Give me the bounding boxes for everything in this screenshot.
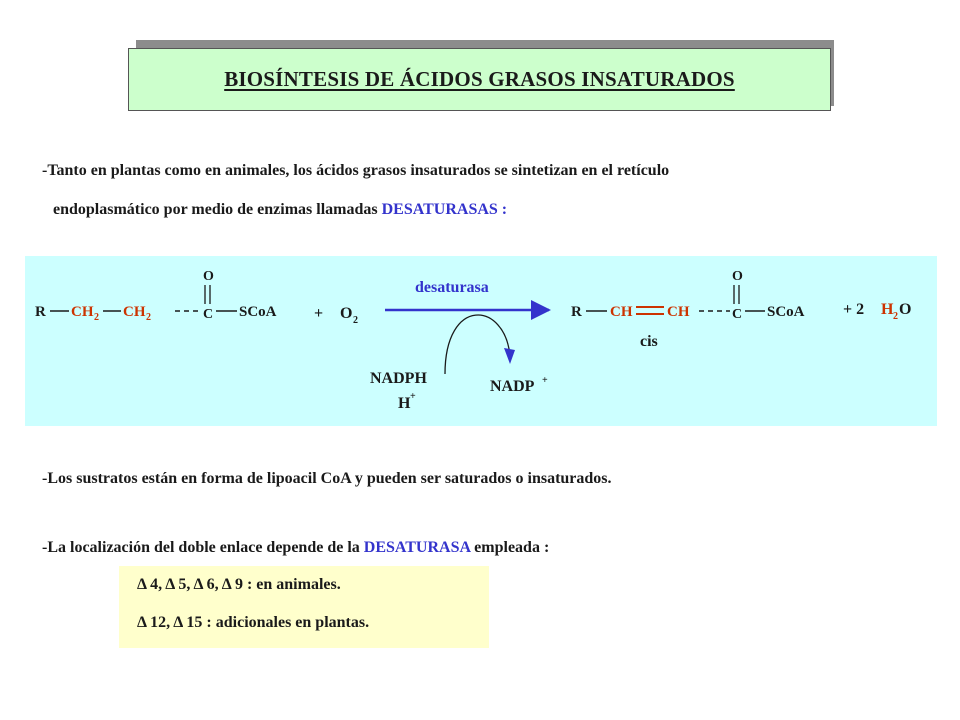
intro-line-2-text: endoplasmático por medio de enzimas llamadas (53, 201, 382, 218)
product-o: O (732, 269, 743, 284)
product-c: C (732, 307, 743, 322)
delta-plants: Δ 12, Δ 15 : adicionales en plantas. (137, 614, 370, 631)
nadp-label: NADP (490, 378, 535, 395)
reactant-ch2-b-sub: 2 (146, 312, 151, 323)
intro-line-2 (53, 201, 507, 219)
reactant-r: R (35, 304, 46, 320)
page-title: BIOSÍNTESIS DE ÁCIDOS GRASOS INSATURADOS (224, 67, 735, 91)
oxygen-label: O (340, 305, 353, 322)
product-scoa: SCoA (767, 304, 805, 320)
water-h: H (881, 301, 894, 318)
nadph-label: NADPH (370, 370, 427, 387)
h-plus: + (410, 391, 416, 402)
reaction-diagram (25, 256, 937, 426)
reactant-o: O (203, 269, 214, 284)
water-sub: 2 (893, 311, 898, 322)
byproduct-prefix: + 2 (843, 301, 865, 318)
reactant-ch2-a: CH (71, 304, 94, 320)
reactant-structure (35, 269, 277, 323)
product-ch-a: CH (610, 304, 633, 320)
h-label: H (398, 395, 411, 412)
reactant-ch2-b: CH (123, 304, 146, 320)
product-structure (571, 269, 805, 350)
delta-animals: Δ 4, Δ 5, Δ 6, Δ 9 : en animales. (137, 576, 341, 593)
product-ch-b: CH (667, 304, 690, 320)
cofactor-curve (445, 315, 510, 374)
cis-label: cis (640, 333, 658, 350)
cofactor-arrowhead (504, 348, 515, 364)
localization-line (42, 539, 549, 557)
desaturasas-highlight: DESATURASAS : (381, 201, 508, 218)
plus-sign-1: + (314, 305, 324, 322)
nadp-plus: + (542, 375, 548, 386)
water-o: O (899, 301, 912, 318)
reactant-c: C (203, 307, 214, 322)
oxygen-sub: 2 (353, 315, 358, 326)
reactant-ch2-a-sub: 2 (94, 312, 99, 323)
localization-post: empleada : (470, 539, 550, 556)
enzyme-label: desaturasa (415, 279, 489, 296)
product-r: R (571, 304, 582, 320)
title-box (128, 48, 831, 111)
intro-line-1: -Tanto en plantas como en animales, los ácidos grasos insaturados se sintetizan en el retículo (42, 162, 670, 179)
localization-pre: -La localización del doble enlace depende de la (42, 539, 364, 556)
desaturasa-highlight: DESATURASA (363, 539, 471, 556)
reactant-scoa: SCoA (239, 304, 277, 320)
substrates-line: -Los sustratos están en forma de lipoacil CoA y pueden ser saturados o insaturados. (42, 470, 612, 487)
